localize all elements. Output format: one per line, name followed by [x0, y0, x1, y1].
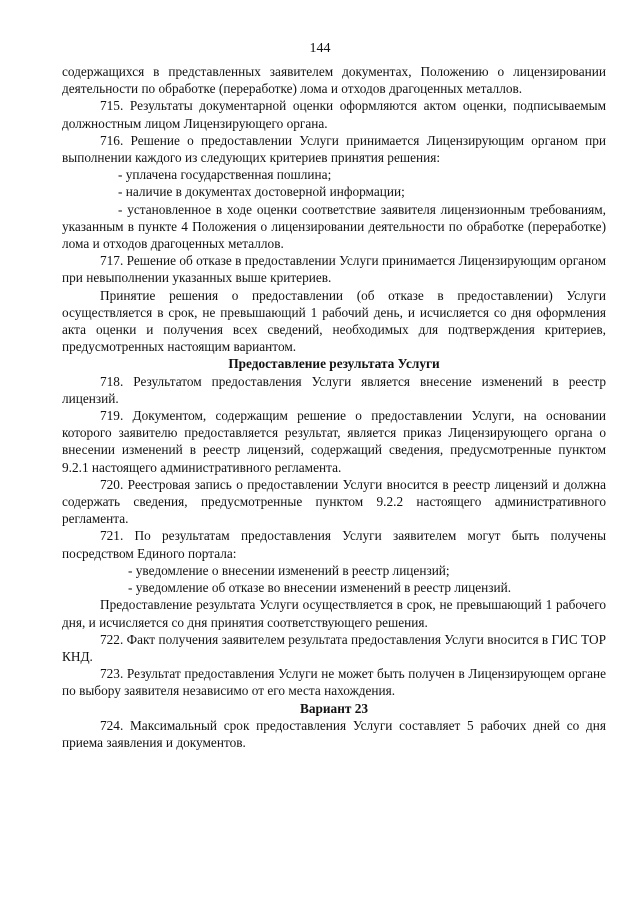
- paragraph-718: 718. Результатом предоставления Услуги является внесение изменений в реестр лицензий.: [62, 373, 606, 406]
- paragraph-724: 724. Максимальный срок предоставления Услуги составляет 5 рабочих дней со дня приема заявления и документов.: [62, 717, 606, 750]
- section-heading: Предоставление результата Услуги: [228, 356, 440, 372]
- paragraph-716: 716. Решение о предоставлении Услуги принимается Лицензирующим органом при выполнении каждого из следующих критериев принятия решения:: [62, 132, 606, 166]
- paragraph-721: 721. По результатам предоставления Услуги заявителем могут быть получены посредством Единого портала:: [62, 528, 606, 561]
- list-item: - наличие в документах достоверной информации;: [118, 184, 405, 200]
- list-item: - установленное в ходе оценки соответствие заявителя лицензионным требованиям, указанным в пункте 4 Положения о лицензировании деятельности по обработке (переработке) лома и отходов драгоценных металлов.: [62, 201, 606, 252]
- paragraph: содержащихся в представленных заявителем документах, Положению о лицензировании деятельности по обработке (переработке) лома и отходов драгоценных металлов.: [62, 64, 606, 97]
- list-item: - уведомление о внесении изменений в реестр лицензий;: [128, 562, 450, 578]
- paragraph-719: 719. Документом, содержащим решение о предоставлении Услуги, на основании которого заявителю предоставляется результат, является приказ Лицензирующего органа о внесении изменений в реестр лицензий, содержащий сведения, предусмотренные пунктом 9.2.1 настоящего административного регламента.: [62, 408, 606, 475]
- paragraph-723: 723. Результат предоставления Услуги не может быть получен в Лицензирующем органе по выбору заявителя независимо от его места нахождения.: [62, 666, 606, 699]
- paragraph-717: 717. Решение об отказе в предоставлении Услуги принимается Лицензирующим органом при невыполнении указанных выше критериев.: [62, 253, 606, 286]
- paragraph-722: 722. Факт получения заявителем результата предоставления Услуги вносится в ГИС ТОР КНД.: [62, 631, 606, 664]
- paragraph-720: 720. Реестровая запись о предоставлении Услуги вносится в реестр лицензий и должна содержать сведения, предусмотренные пунктом 9.2.2 настоящего административного регламента.: [62, 476, 606, 527]
- list-item: - уведомление об отказе во внесении изменений в реестр лицензий.: [128, 580, 512, 596]
- section-heading: Вариант 23: [299, 700, 369, 716]
- page-number: 144: [309, 41, 331, 56]
- paragraph-715: 715. Результаты документарной оценки оформляются актом оценки, подписываемым должностным лицом Лицензирующего органа.: [62, 98, 606, 131]
- document-body: [62, 63, 606, 751]
- paragraph: Предоставление результата Услуги осуществляется в срок, не превышающий 1 рабочего дня, и исчисляется со дня принятия соответствующего решения.: [62, 597, 606, 630]
- paragraph: Принятие решения о предоставлении (об отказе в предоставлении) Услуги осуществляется в срок, не превышающий 1 рабочий день, и исчисляется со дня оформления акта оценки и получения всех сведений, необходимых для подтверждения критериев, предусмотренных настоящим вариантом.: [62, 287, 606, 355]
- list-item: - уплачена государственная пошлина;: [118, 167, 332, 183]
